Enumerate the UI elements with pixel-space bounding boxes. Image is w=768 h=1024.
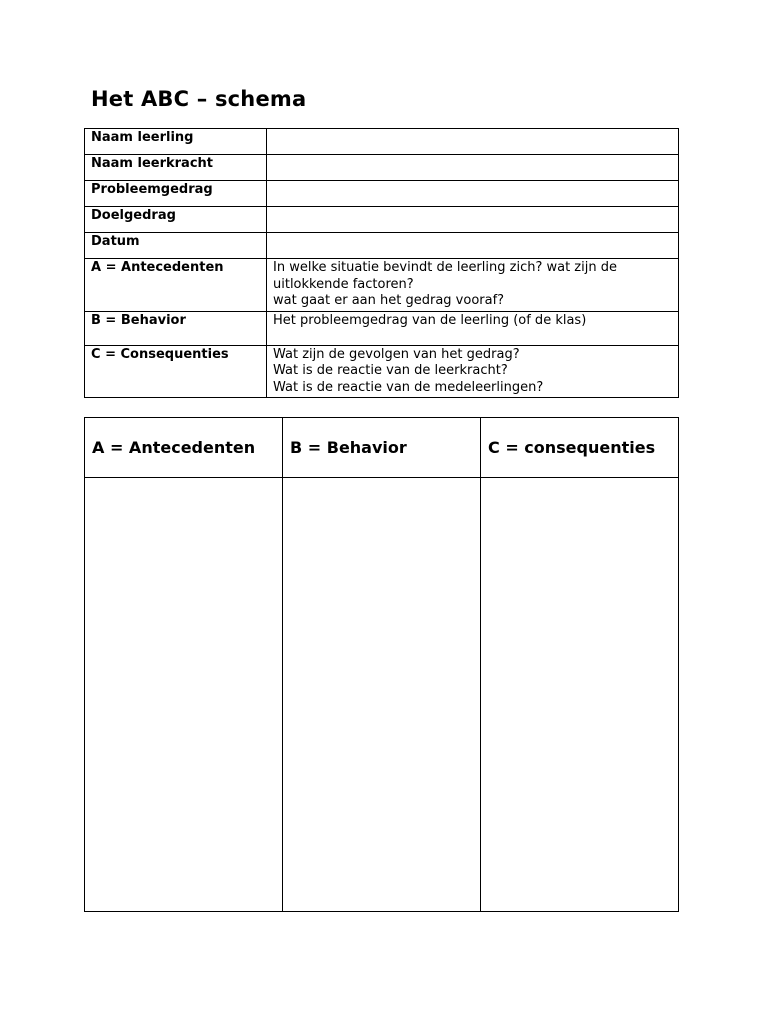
row-label-naam-leerling: Naam leerling xyxy=(85,129,267,155)
naam-leerkracht-field[interactable] xyxy=(267,155,679,181)
datum-field[interactable] xyxy=(267,233,679,259)
row-label-antecedenten: A = Antecedenten xyxy=(85,259,267,312)
table-row xyxy=(85,155,679,181)
consequenties-description xyxy=(267,345,679,398)
table-row xyxy=(85,181,679,207)
table-row xyxy=(85,259,679,312)
probleemgedrag-field[interactable] xyxy=(267,181,679,207)
table-header-row xyxy=(85,418,679,478)
doelgedrag-field[interactable] xyxy=(267,207,679,233)
description-line: Het probleemgedrag van de leerling (of de klas) xyxy=(273,312,587,328)
row-label-behavior: B = Behavior xyxy=(85,311,267,345)
column-header-consequenties: C = consequenties xyxy=(481,418,679,478)
description-line: wat gaat er aan het gedrag vooraf? xyxy=(273,293,505,308)
antecedenten-entry-cell[interactable] xyxy=(85,478,283,912)
table-row xyxy=(85,233,679,259)
description-line: Wat zijn de gevolgen van het gedrag? xyxy=(273,346,520,362)
row-label-probleemgedrag: Probleemgedrag xyxy=(85,181,267,207)
abc-observation-table xyxy=(84,417,679,912)
naam-leerling-field[interactable] xyxy=(267,129,679,155)
row-label-consequenties: C = Consequenties xyxy=(85,345,267,398)
table-row xyxy=(85,129,679,155)
description-line: Wat is de reactie van de leerkracht? xyxy=(273,363,508,378)
column-header-behavior: B = Behavior xyxy=(283,418,481,478)
row-label-datum: Datum xyxy=(85,233,267,259)
row-label-naam-leerkracht: Naam leerkracht xyxy=(85,155,267,181)
student-info-table xyxy=(84,128,679,398)
column-header-antecedenten: A = Antecedenten xyxy=(85,418,283,478)
description-line: Wat is de reactie van de medeleerlingen? xyxy=(273,379,544,395)
table-row xyxy=(85,478,679,912)
table-row xyxy=(85,345,679,398)
table-row xyxy=(85,207,679,233)
description-line: In welke situatie bevindt de leerling zich? wat zijn de xyxy=(273,260,617,275)
antecedenten-description xyxy=(267,259,679,312)
page-title: Het ABC – schema xyxy=(91,87,307,111)
row-label-doelgedrag: Doelgedrag xyxy=(85,207,267,233)
description-line: uitlokkende factoren? xyxy=(273,276,414,292)
behavior-description xyxy=(267,311,679,345)
behavior-entry-cell[interactable] xyxy=(283,478,481,912)
consequenties-entry-cell[interactable] xyxy=(481,478,679,912)
table-row xyxy=(85,311,679,345)
